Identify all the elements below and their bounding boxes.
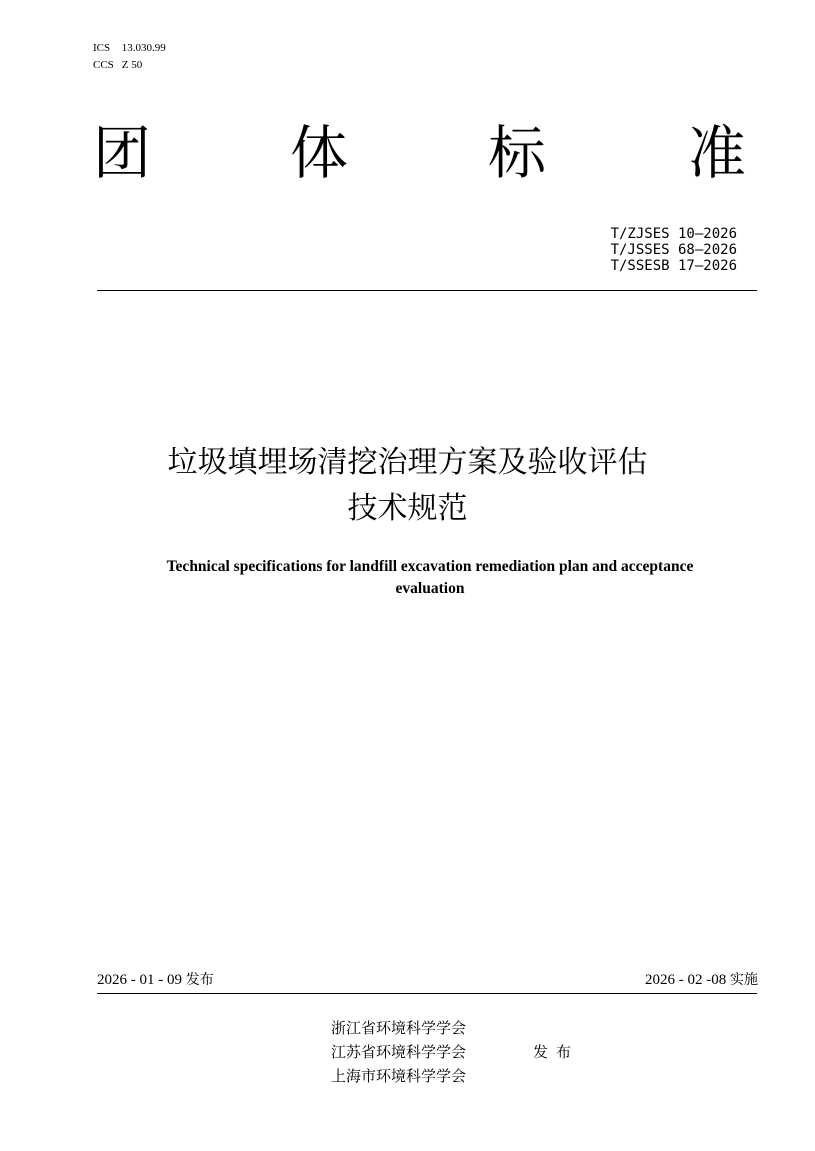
implement-label: 实施 [730, 972, 758, 988]
issue-date-value: 2026 - 01 - 09 [97, 972, 182, 988]
standard-number: T/SSESB 17—2026 [610, 258, 737, 274]
header-divider [97, 290, 757, 291]
english-title-line-1: Technical specifications for landfill excavation remediation plan and acceptance [166, 558, 694, 575]
english-title-line-2: evaluation [395, 580, 465, 597]
implement-date-value: 2026 - 02 -08 [645, 972, 727, 988]
ccs-value: Z 50 [121, 59, 143, 71]
ics-value: 13.030.99 [121, 42, 166, 54]
classification-codes [93, 40, 166, 74]
footer-divider [97, 993, 757, 994]
implement-date [645, 970, 758, 990]
chinese-title [0, 440, 815, 532]
publisher-list [331, 1016, 466, 1088]
ccs-row [93, 57, 166, 74]
issue-date [97, 970, 214, 990]
doc-type-char-2: 体 [290, 119, 349, 187]
english-title [90, 556, 770, 600]
publisher-org: 上海市环境科学学会 [331, 1067, 467, 1085]
doc-type-char-3: 标 [488, 119, 547, 187]
publish-label: 发布 [533, 1043, 580, 1061]
issue-label: 发布 [185, 972, 214, 988]
publisher-org: 浙江省环境科学学会 [331, 1019, 467, 1037]
ccs-label: CCS [93, 59, 114, 71]
doc-type-char-1: 团 [93, 119, 152, 187]
chinese-title-line-2: 技术规范 [347, 491, 468, 526]
chinese-title-line-1: 垃圾填埋场清挖治理方案及验收评估 [167, 445, 648, 480]
publisher-org: 江苏省环境科学学会 [331, 1043, 467, 1061]
standard-number: T/ZJSES 10—2026 [610, 226, 737, 242]
ics-row [93, 40, 166, 57]
doc-type-char-4: 准 [688, 119, 747, 187]
standard-number: T/JSSES 68—2026 [610, 242, 737, 258]
standard-numbers [611, 226, 737, 274]
ics-label: ICS [93, 42, 111, 54]
